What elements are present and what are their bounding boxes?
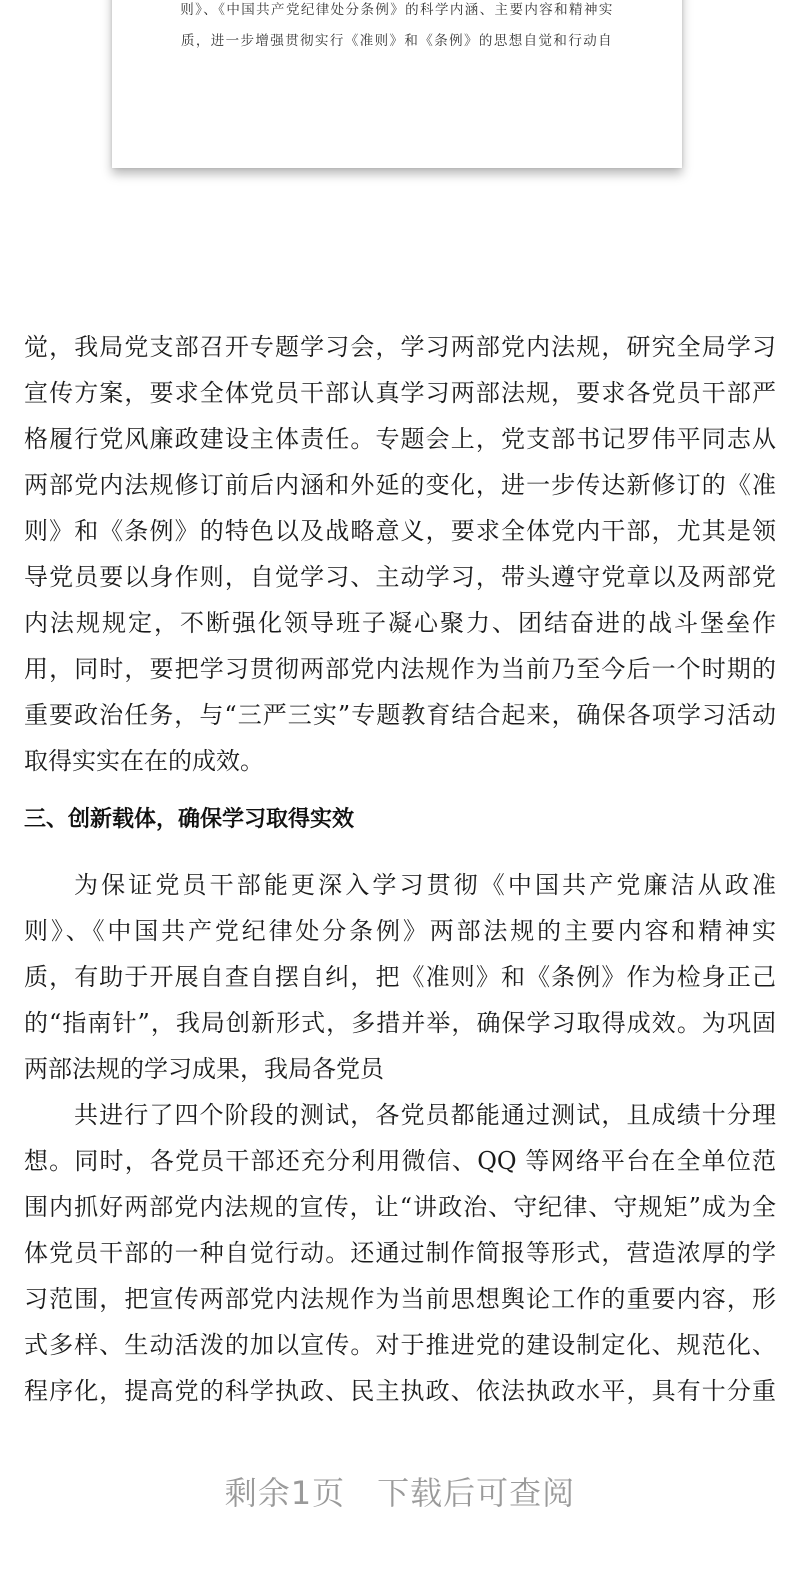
paragraph-1-line: 格履行党风廉政建设主体责任。专题会上，党支部书记罗伟平同志从: [24, 425, 776, 453]
paragraph-2-line: 则》、《中国共产党纪律处分条例》两部法规的主要内容和精神实: [24, 917, 776, 945]
paragraph-3-line: 程序化，提高党的科学执政、民主执政、依法执政水平，具有十分重: [24, 1377, 776, 1405]
paragraph-1-line: 宣传方案，要求全体党员干部认真学习两部法规，要求各党员干部严: [24, 379, 776, 407]
paragraph-1-line: 重要政治任务，与“三严三实”专题教育结合起来，确保各项学习活动: [24, 701, 776, 729]
remaining-pages-label: 剩余1页: [224, 1474, 346, 1512]
download-prompt[interactable]: [0, 1468, 800, 1514]
paragraph-1-line: 导党员要以身作则，自觉学习、主动学习，带头遵守党章以及两部党: [24, 563, 776, 591]
paragraph-1-line: 用，同时，要把学习贯彻两部党内法规作为当前乃至今后一个时期的: [24, 655, 776, 683]
paragraph-3-line: 想。同时，各党员干部还充分利用微信、QQ 等网络平台在全单位范: [24, 1147, 776, 1175]
download-to-read-label: 下载后可查阅: [377, 1474, 576, 1512]
paragraph-3-line: 共进行了四个阶段的测试，各党员都能通过测试，且成绩十分理: [74, 1101, 776, 1129]
paragraph-2-line: 为保证党员干部能更深入学习贯彻《中国共产党廉洁从政准: [74, 871, 776, 899]
paragraph-1-line: 觉，我局党支部召开专题学习会，学习两部党内法规，研究全局学习: [24, 333, 776, 361]
paragraph-3-line: 围内抓好两部党内法规的宣传，让“讲政治、守纪律、守规矩”成为全: [24, 1193, 776, 1221]
section-heading: 三、创新载体，确保学习取得实效: [24, 807, 355, 832]
paragraph-1-line: 则》和《条例》的特色以及战略意义，要求全体党内干部，尤其是领: [24, 517, 776, 545]
preview-card-line: 质，进一步增强贯彻实行《准则》和《条例》的思想自觉和行动自: [180, 33, 614, 49]
paragraph-2-line: 质，有助于开展自查自摆自纠，把《准则》和《条例》作为检身正己: [24, 963, 776, 991]
paragraph-1-line: 取得实实在在的成效。: [24, 747, 264, 775]
paragraph-3-line: 习范围，把宣传两部党内法规作为当前思想舆论工作的重要内容，形: [24, 1285, 776, 1313]
paragraph-3-line: 体党员干部的一种自觉行动。还通过制作简报等形式，营造浓厚的学: [24, 1239, 776, 1267]
paragraph-1-line: 内法规规定，不断强化领导班子凝心聚力、团结奋进的战斗堡垒作: [24, 609, 776, 637]
paragraph-2-line: 两部法规的学习成果，我局各党员: [24, 1055, 384, 1083]
preview-card-line: 则》、《中国共产党纪律处分条例》的科学内涵、主要内容和精神实: [180, 2, 614, 18]
preview-page-card: [112, 0, 682, 168]
paragraph-2-line: 的“指南针”，我局创新形式，多措并举，确保学习取得成效。为巩固: [24, 1009, 776, 1037]
paragraph-3-line: 式多样、生动活泼的加以宣传。对于推进党的建设制定化、规范化、: [24, 1331, 776, 1359]
paragraph-1-line: 两部党内法规修订前后内涵和外延的变化，进一步传达新修订的《准: [24, 471, 776, 499]
